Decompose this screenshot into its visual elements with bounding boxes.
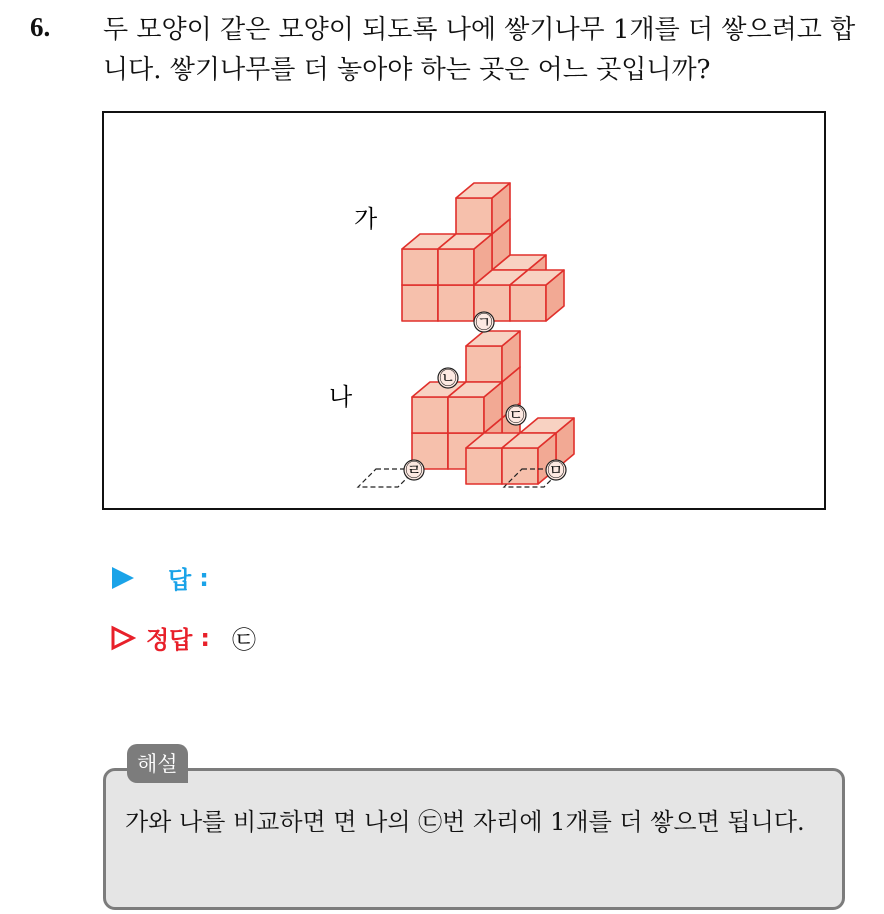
play-outline-icon	[110, 625, 136, 651]
label-ga: 가	[354, 205, 378, 233]
cube	[448, 382, 502, 433]
correct-colon: :	[200, 623, 210, 652]
correct-row	[110, 620, 256, 655]
cube	[510, 270, 564, 321]
answer-label: 답	[168, 566, 192, 594]
cube-front	[402, 249, 438, 285]
answer-row	[110, 560, 231, 595]
explanation-text: 가와 나를 비교하면 면 나의 ㉢번 자리에 1개를 더 쌓으면 됩니다.	[125, 808, 805, 836]
label-na: 나	[329, 383, 353, 411]
play-filled-icon	[110, 565, 136, 591]
cube-front	[438, 249, 474, 285]
correct-value: ㉢	[231, 626, 256, 654]
shape-ga	[402, 183, 564, 321]
figure-box	[102, 111, 826, 510]
correct-label: 정답	[146, 626, 193, 654]
cube-front	[466, 448, 502, 484]
cube-front	[502, 448, 538, 484]
mark-label: ㉢	[507, 406, 525, 426]
question-text: 두 모양이 같은 모양이 되도록 나에 쌓기나무 1개를 더 쌓으려고 합니다. 쌓기나무를 더 놓아야 하는 곳은 어느 곳입니까?	[103, 15, 856, 85]
mark-label: ㉠	[475, 313, 493, 333]
explanation-tag: 해설	[127, 744, 188, 783]
cube-front	[438, 285, 474, 321]
cube	[456, 183, 510, 234]
cube-front	[412, 397, 448, 433]
cube-front	[456, 198, 492, 234]
cube-front	[402, 285, 438, 321]
cube	[438, 234, 492, 285]
cube	[466, 331, 520, 382]
cube-front	[510, 285, 546, 321]
answer-colon: :	[199, 563, 209, 592]
cube-figure	[104, 113, 824, 508]
cube-front	[448, 397, 484, 433]
question-number: 6.	[30, 12, 51, 42]
mark-label: ㉡	[439, 369, 457, 389]
cube-front	[466, 346, 502, 382]
mark-label: ㉣	[405, 461, 423, 481]
mark-label: ㉤	[547, 461, 565, 481]
